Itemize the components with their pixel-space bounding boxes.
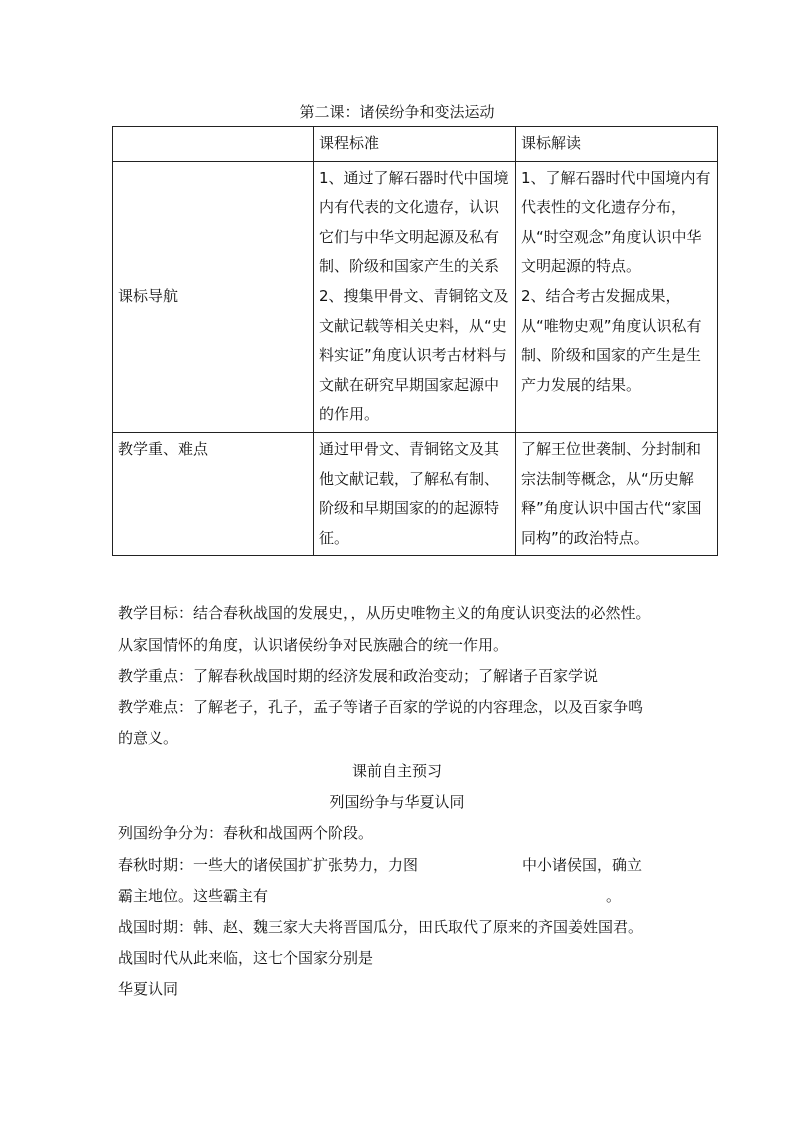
table-header-standard: 课程标准	[314, 127, 516, 162]
cell-guide-standard-p1: 1、通过了解石器时代中国境内有代表的文化遗存，认识它们与中华文明起源及私有制、阶级和国家产生的关系	[319, 168, 509, 276]
hegemons-text-b: 。	[606, 887, 622, 905]
key-point-line: 教学重点：了解春秋战国时期的经济发展和政治变动；了解诸子百家学说	[118, 667, 599, 685]
paragraph-stages: 列国纷争分为：春秋和战国两个阶段。	[118, 824, 374, 842]
paragraph-huaxia: 华夏认同	[118, 980, 179, 998]
cell-keypoints-standard: 通过甲骨文、青铜铭文及其他文献记载，了解私有制、阶级和早期国家的的起源特征。	[314, 432, 516, 555]
row-label-keypoints: 教学重、难点	[113, 432, 314, 555]
spring-autumn-text-b: 中小诸侯国，确立	[522, 856, 643, 874]
cell-guide-standard	[314, 161, 516, 432]
goal-line-1: 教学目标：结合春秋战国的发展史，，从历史唯物主义的角度认识变法的必然性。	[118, 604, 651, 622]
table-header-interpretation: 课标解读	[516, 127, 718, 162]
lesson-title: 第二课：诸侯纷争和变法运动	[299, 103, 495, 121]
cell-keypoints-interpretation: 了解王位世袭制、分封制和宗法制等概念，从“历史解释”角度认识中国古代“家国同构”的政治特点。	[516, 432, 718, 555]
cell-guide-interpretation-p1: 1、了解石器时代中国境内有代表性的文化遗存分布，从“时空观念”角度认识中华文明起源的特点。	[521, 168, 711, 276]
cell-guide-standard-p2: 2、搜集甲骨文、青铜铭文及文献记载等相关史料，从“史料实证”角度认识考古材料与文献在研究早期国家起源中的作用。	[319, 286, 509, 424]
spring-autumn-text-a: 春秋时期：一些大的诸侯国扩扩张势力，力图	[118, 856, 419, 874]
table-row-guide	[113, 161, 718, 432]
paragraph-spring-autumn	[118, 850, 698, 880]
table-header-empty	[113, 127, 314, 162]
difficulty-line-1: 教学难点：了解老子，孔子，孟子等诸子百家的学说的内容理念，以及百家争鸣	[118, 698, 644, 716]
table-row-keypoints	[113, 432, 718, 555]
difficulty-line-2: 的意义。	[118, 729, 179, 747]
row-label-guide: 课标导航	[113, 161, 314, 432]
paragraph-hegemons	[118, 881, 698, 911]
cell-guide-interpretation-p2: 2、结合考古发掘成果，从“唯物史观”角度认识私有制、阶级和国家的产生是生产力发展的结果。	[521, 286, 702, 394]
section-title: 课前自主预习	[351, 762, 442, 780]
hegemons-text-a: 霸主地位。这些霸主有	[118, 887, 269, 905]
table-header-row	[113, 127, 718, 162]
paragraph-warring-states: 战国时期：韩、赵、魏三家大夫将晋国瓜分，田氏取代了原来的齐国姜姓国君。	[118, 918, 644, 936]
goal-line-2: 从家国情怀的角度，认识诸侯纷争对民族融合的统一作用。	[118, 636, 509, 654]
subsection-title: 列国纷争与华夏认同	[329, 793, 465, 811]
cell-guide-interpretation	[516, 161, 718, 432]
paragraph-seven-states: 战国时代从此来临，这七个国家分别是	[118, 949, 374, 967]
curriculum-table	[112, 126, 718, 556]
